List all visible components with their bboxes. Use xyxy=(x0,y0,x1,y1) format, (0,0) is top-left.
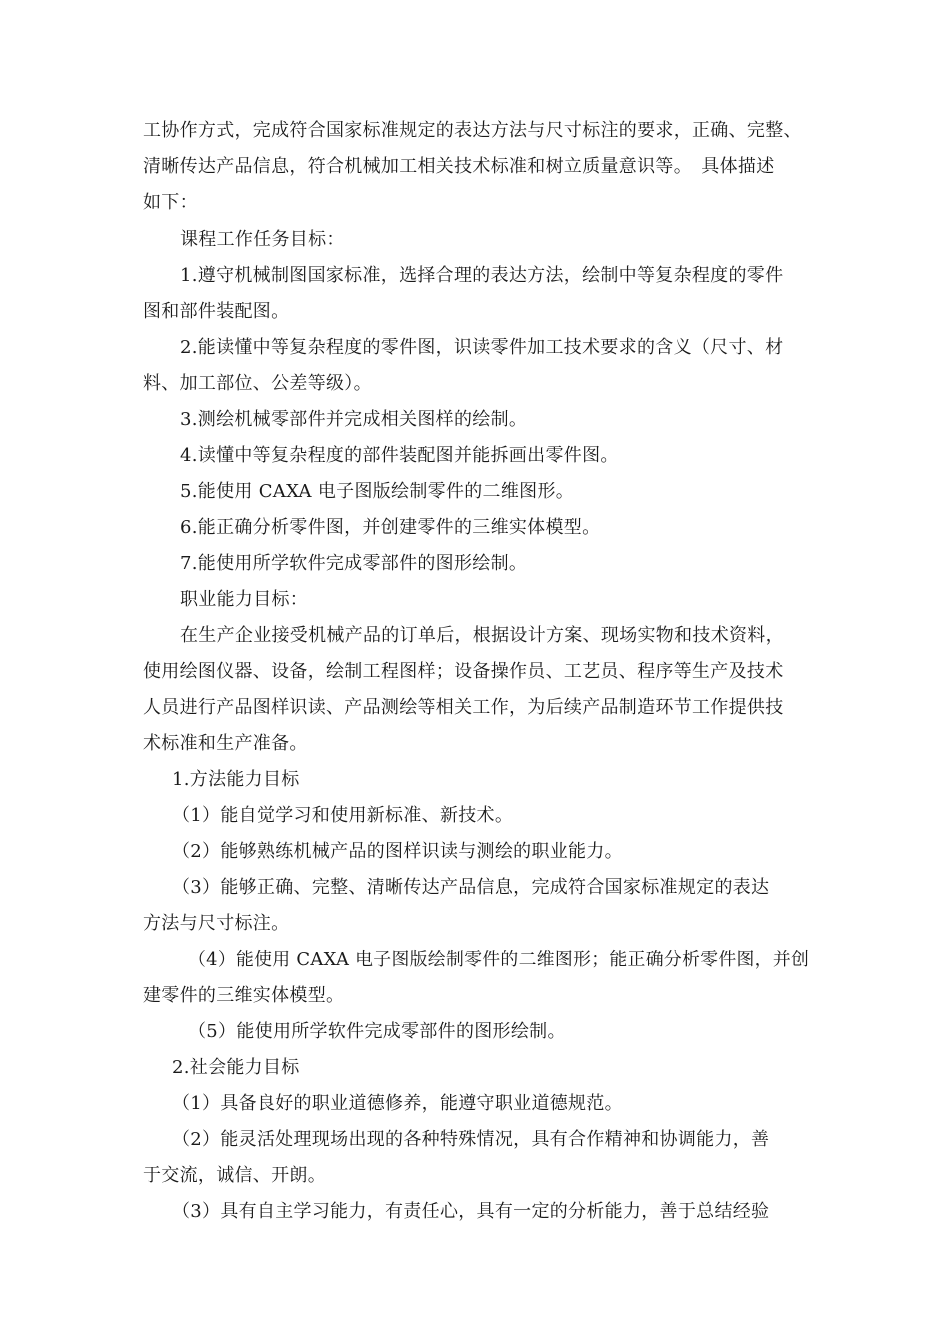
subsection-heading: 2.社会能力目标 xyxy=(172,1057,300,1078)
list-item: 2.能读懂中等复杂程度的零件图，识读零件加工技术要求的含义（尺寸、材 xyxy=(180,337,784,358)
list-item: 5.能使用 CAXA 电子图版绘制零件的二维图形。 xyxy=(180,481,575,502)
text-line: 术标准和生产准备。 xyxy=(143,733,308,754)
text-line: 建零件的三维实体模型。 xyxy=(143,985,345,1006)
list-item: （2）能够熟练机械产品的图样识读与测绘的职业能力。 xyxy=(172,841,623,862)
section-heading: 课程工作任务目标： xyxy=(180,229,345,250)
text-line: 如下： xyxy=(143,192,198,213)
text-line: 在生产企业接受机械产品的订单后，根据设计方案、现场实物和技术资料， xyxy=(180,625,784,646)
subsection-heading: 1.方法能力目标 xyxy=(172,769,300,790)
list-item: （1）具备良好的职业道德修养，能遵守职业道德规范。 xyxy=(172,1093,623,1114)
text-line: 清晰传达产品信息，符合机械加工相关技术标准和树立质量意识等。 具体描述 xyxy=(143,156,775,177)
text-line: 使用绘图仪器、设备，绘制工程图样；设备操作员、工艺员、程序等生产及技术 xyxy=(143,661,784,682)
list-item: （5）能使用所学软件完成零部件的图形绘制。 xyxy=(188,1021,566,1042)
text-line: 方法与尺寸标注。 xyxy=(143,913,290,934)
list-item: 6.能正确分析零件图，并创建零件的三维实体模型。 xyxy=(180,517,601,538)
list-item: （3）能够正确、完整、清晰传达产品信息，完成符合国家标准规定的表达 xyxy=(172,877,770,898)
list-item: （3）具有自主学习能力，有责任心，具有一定的分析能力，善于总结经验 xyxy=(172,1201,770,1222)
list-item: 3.测绘机械零部件并完成相关图样的绘制。 xyxy=(180,409,528,430)
text-line: 图和部件装配图。 xyxy=(143,301,290,322)
list-item: 7.能使用所学软件完成零部件的图形绘制。 xyxy=(180,553,528,574)
list-item: （4）能使用 CAXA 电子图版绘制零件的二维图形；能正确分析零件图，并创 xyxy=(188,949,810,970)
list-item: 1.遵守机械制图国家标准，选择合理的表达方法，绘制中等复杂程度的零件 xyxy=(180,265,784,286)
list-item: 4.读懂中等复杂程度的部件装配图并能拆画出零件图。 xyxy=(180,445,619,466)
list-item: （2）能灵活处理现场出现的各种特殊情况，具有合作精神和协调能力，善 xyxy=(172,1129,770,1150)
list-item: （1）能自觉学习和使用新标准、新技术。 xyxy=(172,805,514,826)
section-heading: 职业能力目标： xyxy=(180,589,309,610)
text-line: 于交流，诚信、开朗。 xyxy=(143,1165,326,1186)
text-line: 工协作方式，完成符合国家标准规定的表达方法与尺寸标注的要求，正确、完整、 xyxy=(143,120,802,141)
text-line: 人员进行产品图样识读、产品测绘等相关工作，为后续产品制造环节工作提供技 xyxy=(143,697,784,718)
text-line: 料、加工部位、公差等级）。 xyxy=(143,373,372,394)
